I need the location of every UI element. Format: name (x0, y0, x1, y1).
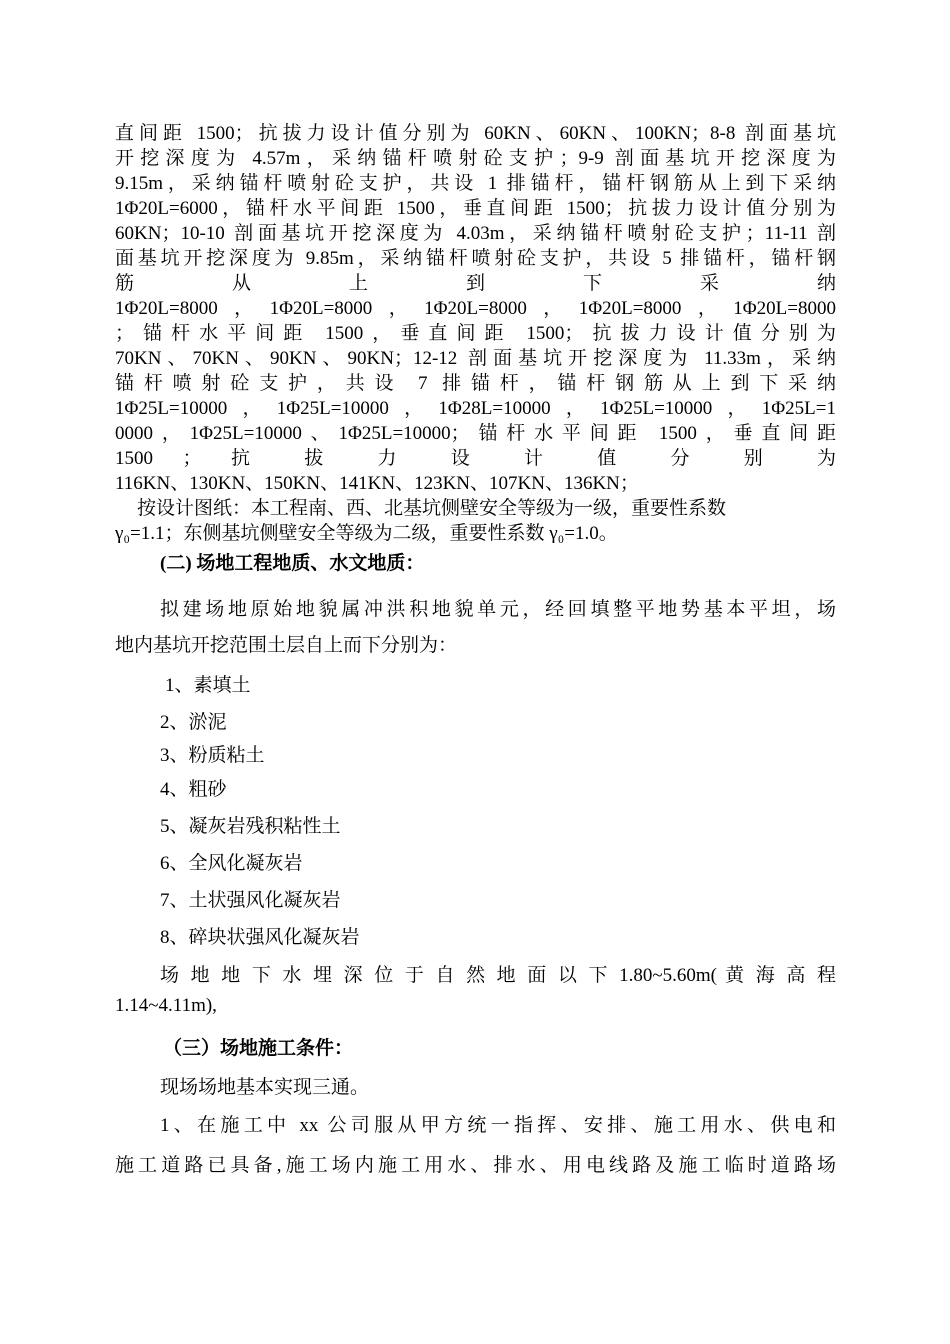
text-line: 筋 从 上 到 下 采 纳 (115, 273, 836, 294)
soil-layer-item: 4、粗砂 (160, 779, 227, 800)
text-line: 1500 ； 抗 拔 力 设 计 值 分 别 为 (115, 448, 836, 469)
text-line: 直间距 1500；抗拔力设计值分别为 60KN、60KN、100KN；8-8 剖面基坑 (115, 123, 836, 144)
groundwater-line-2: 1.14~4.11m), (115, 995, 217, 1016)
soil-layer-item: 6、全风化凝灰岩 (160, 853, 303, 874)
site-conditions-line: 1、在施工中 xx 公司服从甲方统一指挥、安排、施工用水、供电和 (160, 1115, 836, 1136)
section-heading-site-conditions: （三）场地施工条件： (163, 1038, 354, 1059)
anchor-design-paragraph (115, 121, 836, 546)
text-line: 116KN、130KN、150KN、141KN、123KN、107KN、136KN； (115, 473, 639, 494)
section-heading-geology: (二) 场地工程地质、水文地质： (160, 553, 425, 574)
soil-layer-item: 7、土状强风化凝灰岩 (160, 890, 341, 911)
soil-layer-item: 3、粉质粘土 (160, 745, 265, 766)
soil-layer-item: 2、淤泥 (160, 712, 227, 733)
text-line: 1Φ20L=6000，锚杆水平间距 1500，垂直间距 1500；抗拔力设计值分别为 (115, 198, 836, 219)
text-line: ；锚杆水平间距 1500，垂直间距 1500；抗拔力设计值分别为 (115, 323, 836, 344)
text-line: 60KN；10-10 剖面基坑开挖深度为 4.03m，采纳锚杆喷射砼支护；11-11 剖 (115, 223, 836, 244)
text-line: 锚杆喷射砼支护，共设 7 排锚杆，锚杆钢筋从上到下采纳 (115, 373, 836, 394)
text-line: 面基坑开挖深度为 9.85m，采纳锚杆喷射砼支护，共设 5 排锚杆，锚杆钢 (115, 248, 836, 269)
text-line: γ₀=1.1；东侧基坑侧壁安全等级为二级，重要性系数 γ₀=1.0。 (115, 523, 618, 544)
geology-intro-line-1: 拟建场地原始地貌属冲洪积地貌单元，经回填整平地势基本平坦，场 (160, 599, 836, 620)
soil-layer-item: 5、凝灰岩残积粘性土 (160, 816, 341, 837)
text-line: 9.15m，采纳锚杆喷射砼支护，共设 1 排锚杆，锚杆钢筋从上到下采纳 (115, 173, 836, 194)
text-line: 70KN、70KN、90KN、90KN；12-12 剖面基坑开挖深度为 11.33m，采纳 (115, 348, 836, 369)
text-line: 开挖深度为 4.57m，采纳锚杆喷射砼支护；9-9 剖面基坑开挖深度为 (115, 148, 836, 169)
soil-layer-item: 1、素填土 (165, 675, 251, 696)
groundwater-line-1: 场 地 地 下 水 埋 深 位 于 自 然 地 面 以 下 1.80~5.60m( 黄 海 高 程 (160, 965, 836, 986)
soil-layer-item: 8、碎块状强风化凝灰岩 (160, 927, 360, 948)
site-conditions-line: 现场场地基本实现三通。 (160, 1077, 370, 1098)
text-line: 1Φ25L=10000，1Φ25L=10000，1Φ28L=10000，1Φ25L=10000，1Φ25L=1 (115, 398, 836, 419)
text-line: 1Φ20L=8000，1Φ20L=8000，1Φ20L=8000，1Φ20L=8000，1Φ20L=8000 (115, 298, 836, 319)
site-conditions-line: 施工道路已具备,施工场内施工用水、排水、用电线路及施工临时道路场 (115, 1155, 836, 1176)
geology-intro-line-2: 地内基坑开挖范围土层自上而下分别为： (115, 635, 458, 656)
text-line: 按设计图纸：本工程南、西、北基坑侧壁安全等级为一级，重要性系数 (137, 498, 727, 519)
text-line: 0000，1Φ25L=10000、1Φ25L=10000；锚杆水平间距 1500，垂直间距 (115, 423, 836, 444)
